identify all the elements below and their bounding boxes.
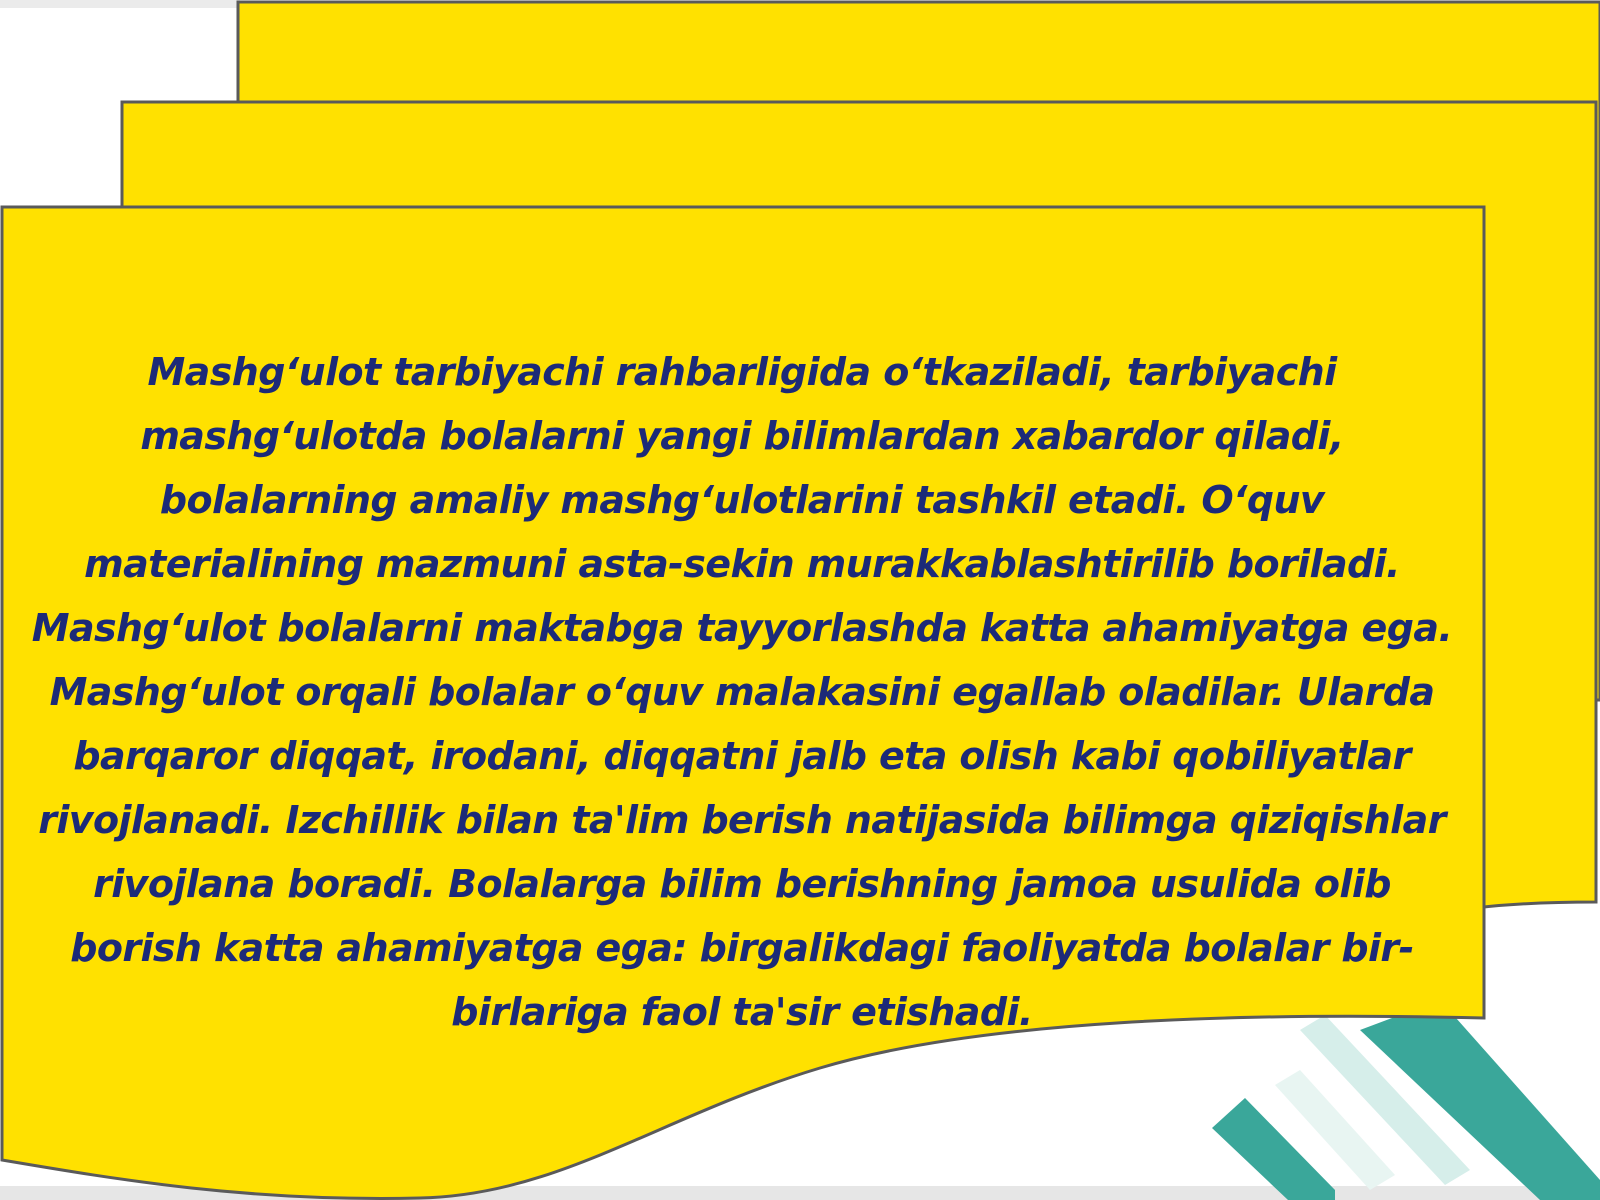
body-text: Mashg‘ulot tarbiyachi rahbarligida o‘tkaziladi, tarbiyachi mashg‘ulotda bolalarni yangi bilimlardan xabardor qiladi, bolalarning amaliy mashg‘ulotlarini tashkil etadi. O‘quv materialining mazmuni asta-sekin murakkablashtirilib boriladi. Mashg‘ulot bolalarni maktabga tayyorlashda katta ahamiyatga ega. Mashg‘ulot orqali bolalar o‘quv malakasini egallab oladilar. Ularda barqaror diqqat, irodani, diqqatni jalb eta olish kabi qobiliyatlar rivojlanadi. Izchillik bilan ta'lim berish natijasida bilimga qiziqishlar rivojlana boradi. Bolalarga bilim berishning jamoa usulida olib borish katta ahamiyatga ega: birgalikdagi faoliyatda bolalar bir-birlariga faol ta'sir etishadi. <box>31 350 1453 1034</box>
top-gray-strip <box>0 0 240 8</box>
